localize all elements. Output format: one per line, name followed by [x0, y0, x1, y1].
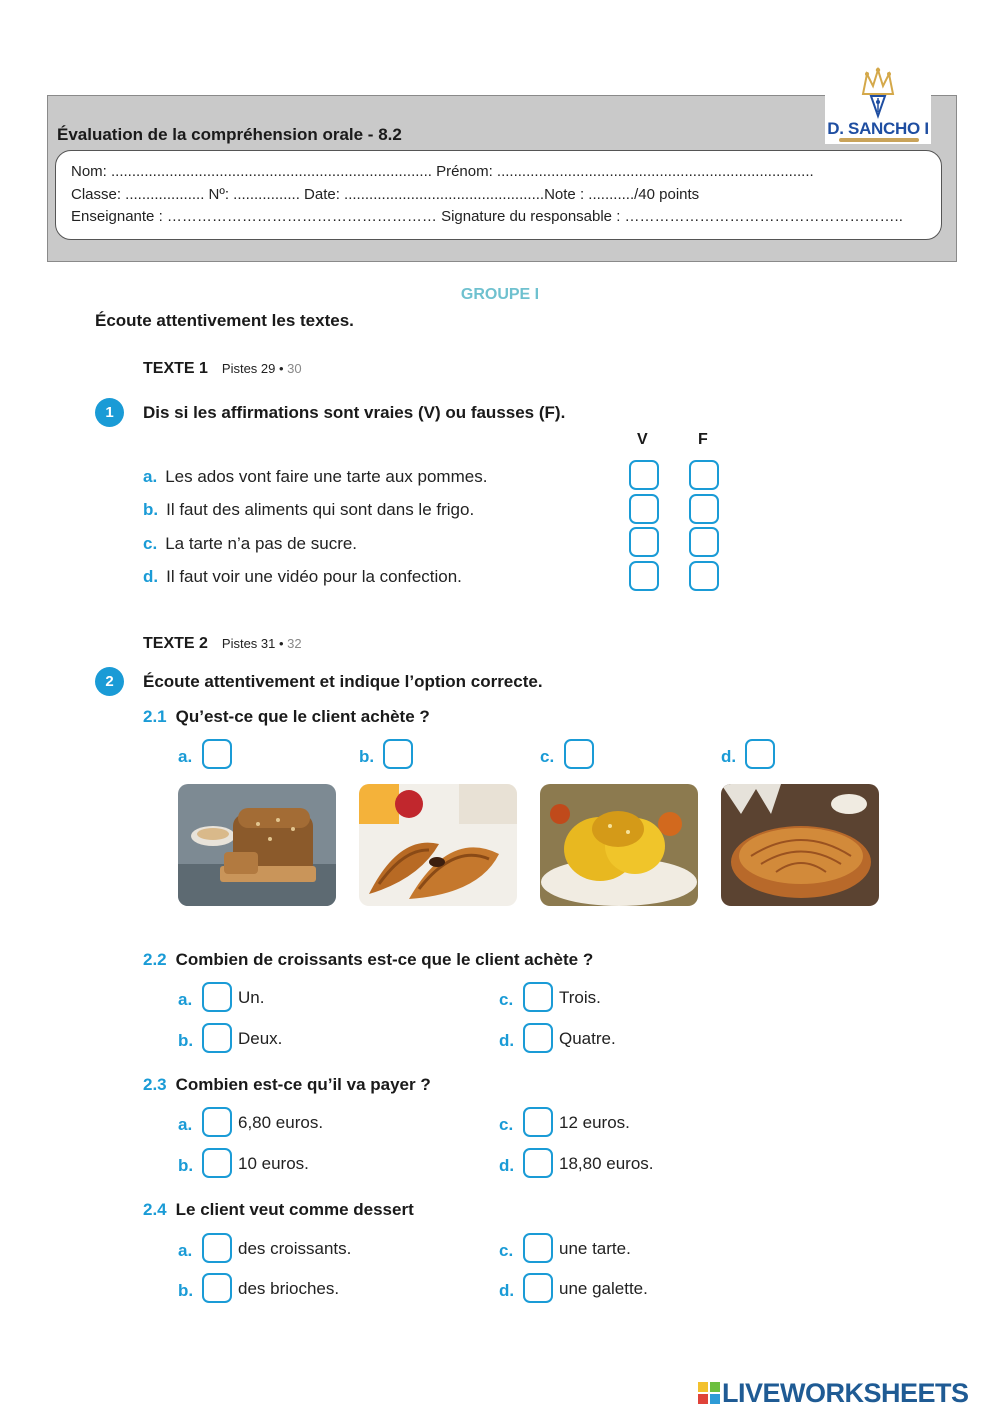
- option-2-2-a-text: Un.: [238, 988, 265, 1007]
- statement-c: c. La tarte n’a pas de sucre.: [143, 534, 358, 553]
- checkbox-2-4-b[interactable]: [202, 1273, 232, 1303]
- checkbox-2-1-a[interactable]: [202, 739, 232, 769]
- texte2-pistes: Pistes 31 • 32: [221, 636, 302, 651]
- option-letter-d: d.: [721, 747, 737, 766]
- column-v-header: V: [637, 431, 648, 448]
- checkbox-d-f[interactable]: [689, 561, 719, 591]
- option-2-2-b-letter: b.: [178, 1031, 194, 1050]
- option-2-3-b-text: 10 euros.: [238, 1154, 309, 1173]
- checkbox-2-2-a[interactable]: [202, 982, 232, 1012]
- option-2-4-a-text: des croissants.: [238, 1239, 352, 1258]
- option-letter-b: b.: [359, 747, 375, 766]
- checkbox-2-3-d[interactable]: [523, 1148, 553, 1178]
- option-2-4-c-letter: c.: [499, 1241, 514, 1260]
- group-title: GROUPE I: [460, 286, 540, 303]
- school-logo: [825, 66, 931, 144]
- subquestion-2-2: 2.2 Combien de croissants est-ce que le client achète ?: [143, 950, 594, 969]
- checkbox-2-2-d[interactable]: [523, 1023, 553, 1053]
- subquestion-2-3: 2.3 Combien est-ce qu’il va payer ?: [143, 1075, 431, 1094]
- liveworksheets-brand[interactable]: [698, 1378, 969, 1409]
- bread-loaf-image: [178, 784, 336, 906]
- option-letter-a: a.: [178, 747, 193, 766]
- class-date-line[interactable]: Classe: ................... Nº: ................ Date: ................................................Note : .........../40 points: [71, 186, 700, 203]
- option-2-4-d-letter: d.: [499, 1281, 515, 1300]
- option-2-2-c-text: Trois.: [559, 988, 601, 1007]
- teacher-signature-line[interactable]: Enseignante : ……………………………………………… Signature du responsable : ………………………………………………..: [71, 208, 903, 225]
- crown-pen-icon: [825, 66, 931, 122]
- option-letter-c: c.: [540, 747, 555, 766]
- option-2-4-c-text: une tarte.: [559, 1239, 631, 1258]
- question-1-text: Dis si les affirmations sont vraies (V) ou fausses (F).: [143, 403, 566, 422]
- option-2-2-d-letter: d.: [499, 1031, 515, 1050]
- galette-image: [721, 784, 879, 906]
- option-2-3-c-letter: c.: [499, 1115, 514, 1134]
- texte1-heading: [143, 360, 302, 378]
- statement-d: d. Il faut voir une vidéo pour la confection.: [143, 567, 462, 586]
- statement-b: b. Il faut des aliments qui sont dans le frigo.: [143, 500, 475, 519]
- checkbox-2-1-d[interactable]: [745, 739, 775, 769]
- checkbox-c-v[interactable]: [629, 527, 659, 557]
- subquestion-2-4: 2.4 Le client veut comme dessert: [143, 1200, 414, 1219]
- question-2-text: Écoute attentivement et indique l’option correcte.: [143, 672, 543, 691]
- checkbox-a-f[interactable]: [689, 460, 719, 490]
- name-line[interactable]: Nom: ............................................................................. Prénom: ............................................................................: [71, 163, 814, 180]
- checkbox-2-1-b[interactable]: [383, 739, 413, 769]
- checkbox-2-4-c[interactable]: [523, 1233, 553, 1263]
- brand-text: LIVEWORKSHEETS: [722, 1378, 969, 1408]
- option-2-4-a-letter: a.: [178, 1241, 193, 1260]
- liveworksheets-logo-icon: [698, 1382, 720, 1404]
- checkbox-2-3-b[interactable]: [202, 1148, 232, 1178]
- logo-underline: [839, 138, 919, 142]
- column-f-header: F: [698, 431, 708, 448]
- main-instruction: Écoute attentivement les textes.: [95, 311, 354, 330]
- checkbox-d-v[interactable]: [629, 561, 659, 591]
- evaluation-title: Évaluation de la compréhension orale - 8.2: [57, 125, 402, 144]
- checkbox-c-f[interactable]: [689, 527, 719, 557]
- option-2-3-d-letter: d.: [499, 1156, 515, 1175]
- option-2-2-d-text: Quatre.: [559, 1029, 616, 1048]
- texte2-title: TEXTE 2: [143, 635, 208, 652]
- checkbox-2-4-a[interactable]: [202, 1233, 232, 1263]
- option-2-4-b-letter: b.: [178, 1281, 194, 1300]
- texte2-heading: [143, 635, 302, 653]
- option-2-3-c-text: 12 euros.: [559, 1113, 630, 1132]
- option-2-3-b-letter: b.: [178, 1156, 194, 1175]
- checkbox-2-2-c[interactable]: [523, 982, 553, 1012]
- texte1-pistes: Pistes 29 • 30: [221, 361, 302, 376]
- option-2-4-d-text: une galette.: [559, 1279, 648, 1298]
- texte1-title: TEXTE 1: [143, 360, 208, 377]
- checkbox-b-v[interactable]: [629, 494, 659, 524]
- option-2-4-b-text: des brioches.: [238, 1279, 340, 1298]
- checkbox-2-2-b[interactable]: [202, 1023, 232, 1053]
- pain-au-chocolat-image: [359, 784, 517, 906]
- checkbox-2-1-c[interactable]: [564, 739, 594, 769]
- subquestion-2-1: 2.1 Qu’est-ce que le client achète ?: [143, 707, 430, 726]
- checkbox-a-v[interactable]: [629, 460, 659, 490]
- option-2-3-a-letter: a.: [178, 1115, 193, 1134]
- question-number-1: 1: [95, 398, 124, 427]
- checkbox-2-4-d[interactable]: [523, 1273, 553, 1303]
- brioche-image: [540, 784, 698, 906]
- option-2-2-c-letter: c.: [499, 990, 514, 1009]
- option-2-3-d-text: 18,80 euros.: [559, 1154, 654, 1173]
- option-2-2-b-text: Deux.: [238, 1029, 283, 1048]
- option-2-2-a-letter: a.: [178, 990, 193, 1009]
- checkbox-2-3-c[interactable]: [523, 1107, 553, 1137]
- option-2-3-a-text: 6,80 euros.: [238, 1113, 324, 1132]
- statement-a: a. Les ados vont faire une tarte aux pommes.: [143, 467, 488, 486]
- student-info-box: [55, 150, 942, 240]
- logo-text: D. SANCHO I: [827, 119, 929, 138]
- checkbox-b-f[interactable]: [689, 494, 719, 524]
- checkbox-2-3-a[interactable]: [202, 1107, 232, 1137]
- question-number-2: 2: [95, 667, 124, 696]
